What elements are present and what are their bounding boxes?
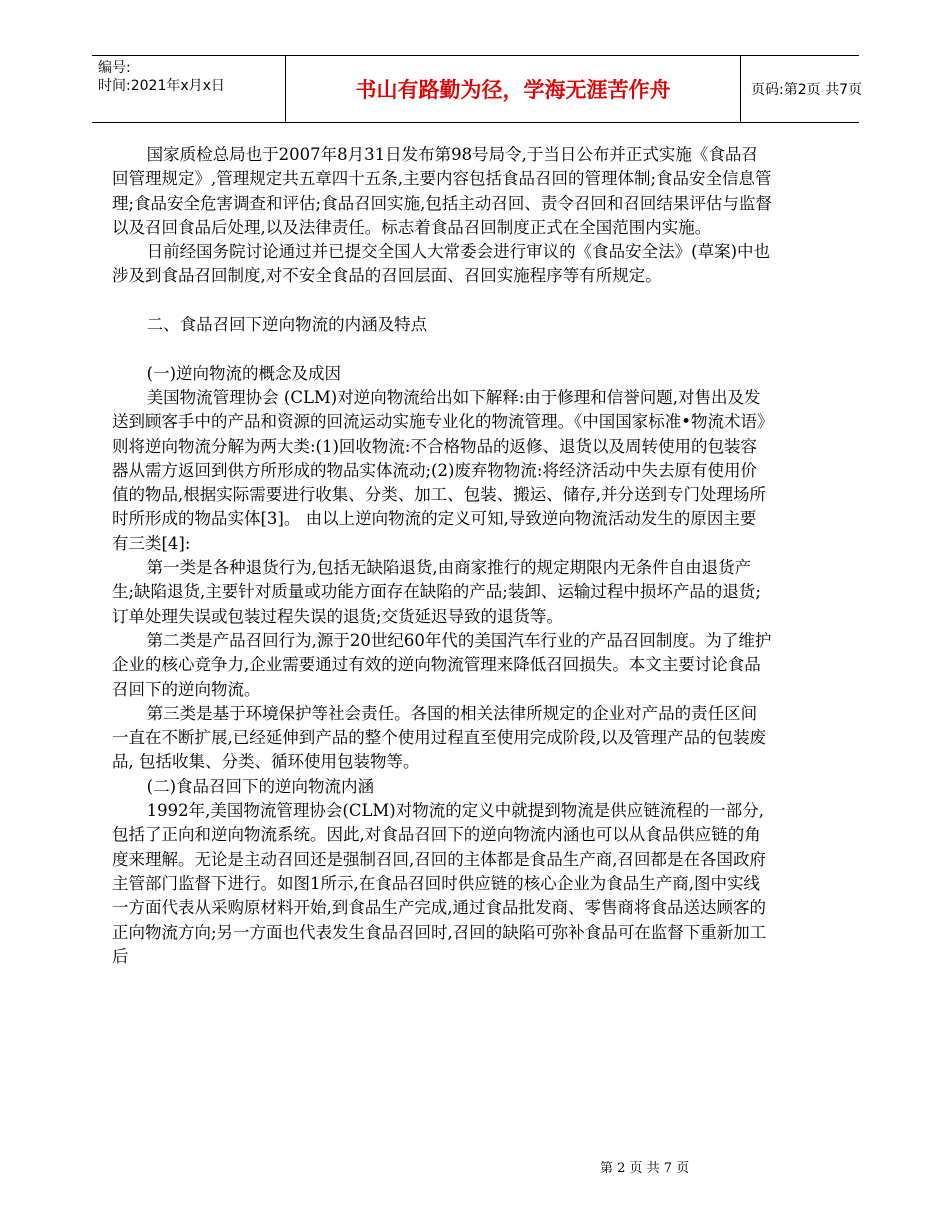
subsection-heading: (一)逆向物流的概念及成因 <box>146 363 342 383</box>
page-header <box>92 55 862 123</box>
document-body <box>112 143 772 969</box>
time-label: 时间:2021年x月x日 <box>98 78 225 94</box>
paragraph: 第三类是基于环境保护等社会责任。各国的相关法律所规定的企业对产品的责任区间一直在不断扩展,已经延伸到产品的整个使用过程直至使用完成阶段,以及管理产品的包装废品, 包括收集、分类、循环使用包装物等。 <box>112 703 766 772</box>
number-label: 编号: <box>98 60 131 76</box>
section-heading: 二、食品召回下逆向物流的内涵及特点 <box>146 315 428 335</box>
subsection-heading: (二)食品召回下的逆向物流内涵 <box>146 776 375 796</box>
paragraph: 美国物流管理协会 (CLM)对逆向物流给出如下解释:由于修理和信誉问题,对售出及发送到顾客手中的产品和资源的回流运动实施专业化的物流管理。《中国国家标准•物流术语》则将逆向物流分解为两大类:(1)回收物流:不合格物品的返修、退货以及周转使用的包装容器从需方返回到供方所形成的物品实体流动;(2)废弃物物流:将经济活动中失去原有使用价值的物品,根据实际需要进行收集、分类、加工、包装、搬运、储存,并分送到专门处理场所时所形成的物品实体[3]。 由以上逆向物流的定义可知,导致逆向物流活动发生的原因主要有三类[4]: <box>112 387 766 553</box>
paragraph: 第二类是产品召回行为,源于20世纪60年代的美国汽车行业的产品召回制度。为了维护企业的核心竞争力,企业需要通过有效的逆向物流管理来降低召回损失。本文主要讨论食品召回下的逆向物流。 <box>112 630 772 699</box>
page-footer: 第 2 页 共 7 页 <box>600 1161 690 1176</box>
paragraph: 1992年,美国物流管理协会(CLM)对物流的定义中就提到物流是供应链流程的一部分,包括了正向和逆向物流系统。因此,对食品召回下的逆向物流内涵也可以从食品供应链的角度来理解。无论是主动召回还是强制召回,召回的主体都是食品生产商,召回都是在各国政府主管部门监督下进行。如图1所示,在食品召回时供应链的核心企业为食品生产商,图中实线一方面代表从采购原材料开始,到食品生产完成,通过食品批发商、零售商将食品送达顾客的正向物流方向;另一方面也代表发生食品召回时,召回的缺陷可弥补食品可在监督下重新加工后 <box>112 801 767 966</box>
header-motto: 书山有路勤为径，学海无涯苦作舟 <box>285 56 741 122</box>
header-page-info: 页码:第2页 共7页 <box>751 82 862 98</box>
paragraph: 日前经国务院讨论通过并已提交全国人大常委会进行审议的《食品安全法》(草案)中也涉及到食品召回制度,对不安全食品的召回层面、召回实施程序等有所规定。 <box>112 242 771 286</box>
paragraph: 国家质检总局也于2007年8月31日发布第98号局令,于当日公布并正式实施《食品召回管理规定》,管理规定共五章四十五条,主要内容包括食品召回的管理体制;食品安全信息管理;食品安全危害调查和评估;食品召回实施,包括主动召回、责令召回和召回结果评估与监督以及召回食品后处理,以及法律责任。标志着食品召回制度正式在全国范围内实施。 <box>112 145 772 237</box>
paragraph: 第一类是各种退货行为,包括无缺陷退货,由商家推行的规定期限内无条件自由退货产生;缺陷退货,主要针对质量或功能方面存在缺陷的产品;装卸、运输过程中损坏产品的退货;订单处理失误或包装过程失误的退货;交货延迟导致的退货等。 <box>112 558 761 626</box>
header-meta <box>92 56 285 122</box>
